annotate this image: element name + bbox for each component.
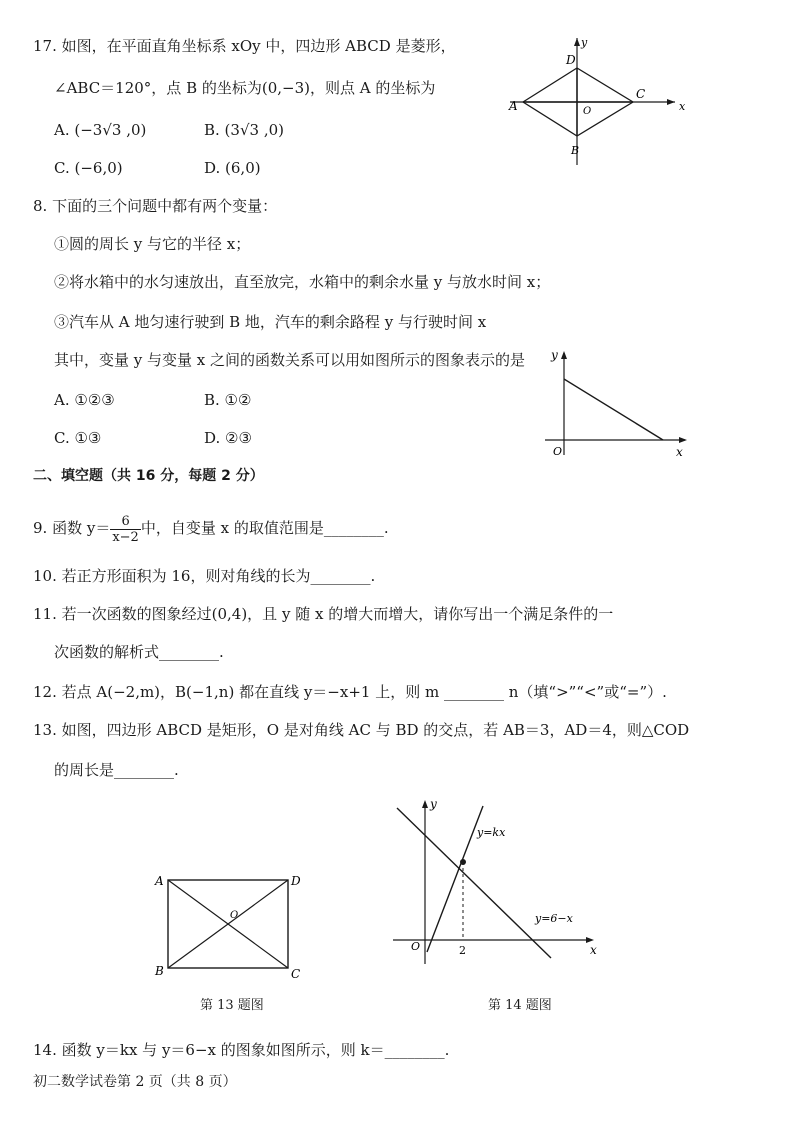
- q14-graph-figure: [385, 792, 610, 967]
- q8-item-2: ②将水箱中的水匀速放出，直至放完，水箱中的剩余水量 y 与放水时间 x；: [54, 273, 551, 291]
- q17-label-o: O: [583, 106, 592, 117]
- q17-label-a: A: [509, 99, 518, 113]
- q13-caption: 第 13 题图: [200, 998, 264, 1013]
- decreasing-line: [564, 379, 663, 440]
- q8-graph-figure: [540, 345, 690, 460]
- q13-line2: 的周长是________.: [54, 761, 179, 779]
- q17-label-c: C: [636, 87, 646, 101]
- q11-line1: 11. 若一次函数的图象经过(0,4)，且 y 随 x 的增大而增大，请你写出一个满足条件的一: [33, 605, 614, 623]
- q14-x-label: x: [590, 943, 597, 957]
- q13-label-a: A: [155, 874, 164, 888]
- section-title-fill-in: 二、填空题（共 16 分，每题 2 分）: [33, 468, 264, 484]
- q11-line2: 次函数的解析式________.: [54, 643, 224, 661]
- q17-option-c: C. (−6,0): [54, 159, 123, 177]
- q14-label-y-kx: y=kx: [477, 826, 506, 839]
- q17-option-b: B. (3√3 ,0): [204, 121, 284, 139]
- q9-prefix: 9. 函数 y＝: [33, 519, 111, 537]
- q8-option-b: B. ①②: [204, 391, 252, 409]
- q14-y-label: y: [430, 797, 437, 811]
- q14-origin-label: O: [411, 940, 421, 953]
- q8-option-d: D. ②③: [204, 429, 252, 447]
- q14-label-y-6-x: y=6−x: [535, 912, 573, 925]
- q8-item-1: ①圆的周长 y 与它的半径 x；: [54, 235, 251, 253]
- line-y-kx: [427, 806, 483, 952]
- q8-x-label: x: [676, 445, 683, 459]
- q13-label-b: B: [155, 964, 164, 978]
- q17-x-label: x: [679, 100, 685, 113]
- q9-numerator: 6: [110, 514, 141, 530]
- q17-y-label: y: [581, 36, 588, 49]
- q9-denominator: x−2: [112, 529, 139, 545]
- q13-label-d: D: [291, 874, 301, 888]
- q17-stem-line2: ∠ABC＝120°，点 B 的坐标为(0,−3)，则点 A 的坐标为: [54, 79, 436, 97]
- q8-question: 其中，变量 y 与变量 x 之间的函数关系可以用如图所示的图象表示的是: [54, 351, 526, 369]
- q17-label-b: B: [571, 144, 580, 157]
- q14-caption: 第 14 题图: [488, 998, 552, 1013]
- q8-y-label: y: [551, 348, 558, 362]
- q10-text: 10. 若正方形面积为 16，则对角线的长为________.: [33, 567, 376, 585]
- q9-suffix: 中，自变量 x 的取值范围是________.: [140, 519, 389, 537]
- q8-item-3: ③汽车从 A 地匀速行驶到 B 地，汽车的剩余路程 y 与行驶时间 x: [54, 313, 487, 331]
- q17-stem-line1: 17. 如图，在平面直角坐标系 xOy 中，四边形 ABCD 是菱形，: [33, 37, 456, 55]
- q14-text: 14. 函数 y＝kx 与 y＝6−x 的图象如图所示，则 k＝________.: [33, 1041, 450, 1059]
- q13-rectangle-figure: [150, 866, 310, 982]
- q8-option-a: A. ①②③: [54, 391, 115, 409]
- q8-origin-label: O: [553, 445, 563, 458]
- page-footer: 初二数学试卷第 2 页（共 8 页）: [33, 1074, 237, 1090]
- q13-line1: 13. 如图，四边形 ABCD 是矩形，O 是对角线 AC 与 BD 的交点，若 AB＝3，AD＝4，则△COD: [33, 721, 690, 739]
- intersection-point: [460, 859, 466, 865]
- q13-label-o: O: [230, 910, 239, 921]
- q17-rhombus-figure: [505, 30, 685, 170]
- q14-tick-2: 2: [459, 944, 466, 957]
- q12-text: 12. 若点 A(−2,m)，B(−1,n) 都在直线 y＝−x+1 上，则 m ________ n（填“>”“<”或“=”）.: [33, 683, 667, 701]
- q17-option-a: A. (−3√3 ,0): [54, 121, 147, 139]
- q13-label-c: C: [291, 967, 301, 981]
- q9-fraction: [110, 514, 141, 545]
- q9-line: [33, 510, 389, 546]
- q17-label-d: D: [566, 53, 576, 67]
- q8-stem: 8. 下面的三个问题中都有两个变量：: [33, 197, 278, 215]
- q8-option-c: C. ①③: [54, 429, 102, 447]
- q17-option-d: D. (6,0): [204, 159, 261, 177]
